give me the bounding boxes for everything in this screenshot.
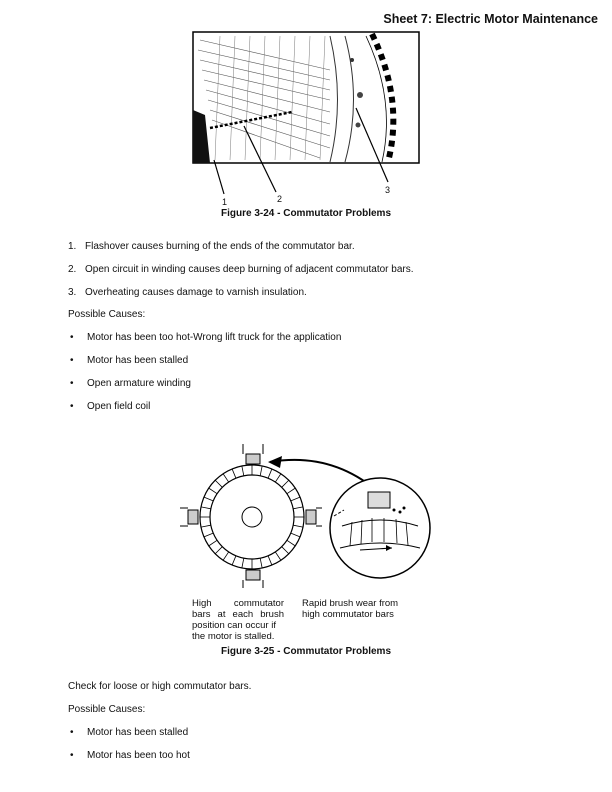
problem-text: Open circuit in winding causes deep burning of adjacent commutator bars. (85, 264, 414, 275)
commutator-segment-divider (268, 556, 272, 565)
bullet: • (70, 401, 74, 412)
commutator-segment-divider (291, 533, 300, 537)
note-line: high commutator bars (302, 609, 394, 620)
commutator-segment-divider (282, 547, 289, 554)
cause-item: Motor has been stalled (87, 727, 189, 738)
commutator-segment-divider (215, 480, 222, 487)
problem-num: 3. (68, 287, 77, 298)
possible-causes-label: Possible Causes: (68, 704, 146, 715)
problem-text: Overheating causes damage to varnish insulation. (85, 287, 307, 298)
commutator-segment-divider (201, 507, 211, 509)
commutator-segment-divider (215, 547, 222, 554)
commutator-segment-divider (293, 507, 303, 509)
commutator-segment-divider (260, 558, 262, 568)
possible-causes-label: Possible Causes: (68, 309, 146, 320)
commutator-segment-divider (209, 488, 217, 494)
bullet: • (70, 378, 74, 389)
commutator-segment-divider (260, 466, 262, 476)
commutator-segment-divider (232, 556, 236, 565)
commutator-segment-divider (201, 525, 211, 527)
commutator-segment-divider (232, 469, 236, 478)
commutator-segment-divider (223, 474, 229, 482)
note-line: bars at each brush (192, 609, 284, 620)
sheet-title: Sheet 7: Electric Motor Maintenance (383, 12, 598, 26)
high-bars-note (192, 598, 284, 642)
note-line: High commutator (192, 598, 284, 609)
bullet: • (70, 355, 74, 366)
callout-3: 3 (385, 185, 391, 195)
check-instruction: Check for loose or high commutator bars. (68, 681, 252, 692)
commutator-segment-divider (204, 533, 213, 537)
cause-item: Open field coil (87, 401, 151, 412)
figure-3-25-caption: Figure 3-25 - Commutator Problems (220, 646, 392, 657)
commutator-segment-divider (268, 469, 272, 478)
commutator-segment-divider (293, 525, 303, 527)
callout-1: 1 (222, 197, 228, 207)
commutator-segment-divider (287, 540, 295, 546)
commutator-segment-divider (204, 497, 213, 501)
commutator-segment-divider (282, 480, 289, 487)
problem-num: 2. (68, 264, 77, 275)
note-line: position can occur if (192, 620, 276, 631)
commutator-segment-divider (242, 466, 244, 476)
note-line: Rapid brush wear from (302, 598, 399, 609)
callout-2: 2 (277, 194, 283, 204)
commutator-segment-divider (223, 552, 229, 560)
commutator-segment-divider (287, 488, 295, 494)
bullet: • (70, 750, 74, 761)
commutator-segment-divider (291, 497, 300, 501)
note-line: the motor is stalled. (192, 631, 275, 642)
commutator-segment-divider (209, 540, 217, 546)
bullet: • (70, 332, 74, 343)
commutator-ring-illustration (0, 430, 612, 600)
commutator-segment-divider (275, 474, 281, 482)
commutator-burn-illustration (0, 0, 612, 200)
commutator-segment-divider (275, 552, 281, 560)
problem-num: 1. (68, 241, 77, 252)
cause-item: Motor has been too hot (87, 750, 190, 761)
brush-wear-note (302, 598, 398, 620)
cause-item: Motor has been stalled (87, 355, 189, 366)
problem-text: Flashover causes burning of the ends of the commutator bar. (85, 241, 355, 252)
cause-item: Motor has been too hot-Wrong lift truck for the application (87, 332, 342, 343)
cause-item: Open armature winding (87, 378, 191, 389)
bullet: • (70, 727, 74, 738)
figure-3-24-caption: Figure 3-24 - Commutator Problems (220, 208, 392, 219)
commutator-segment-divider (242, 558, 244, 568)
